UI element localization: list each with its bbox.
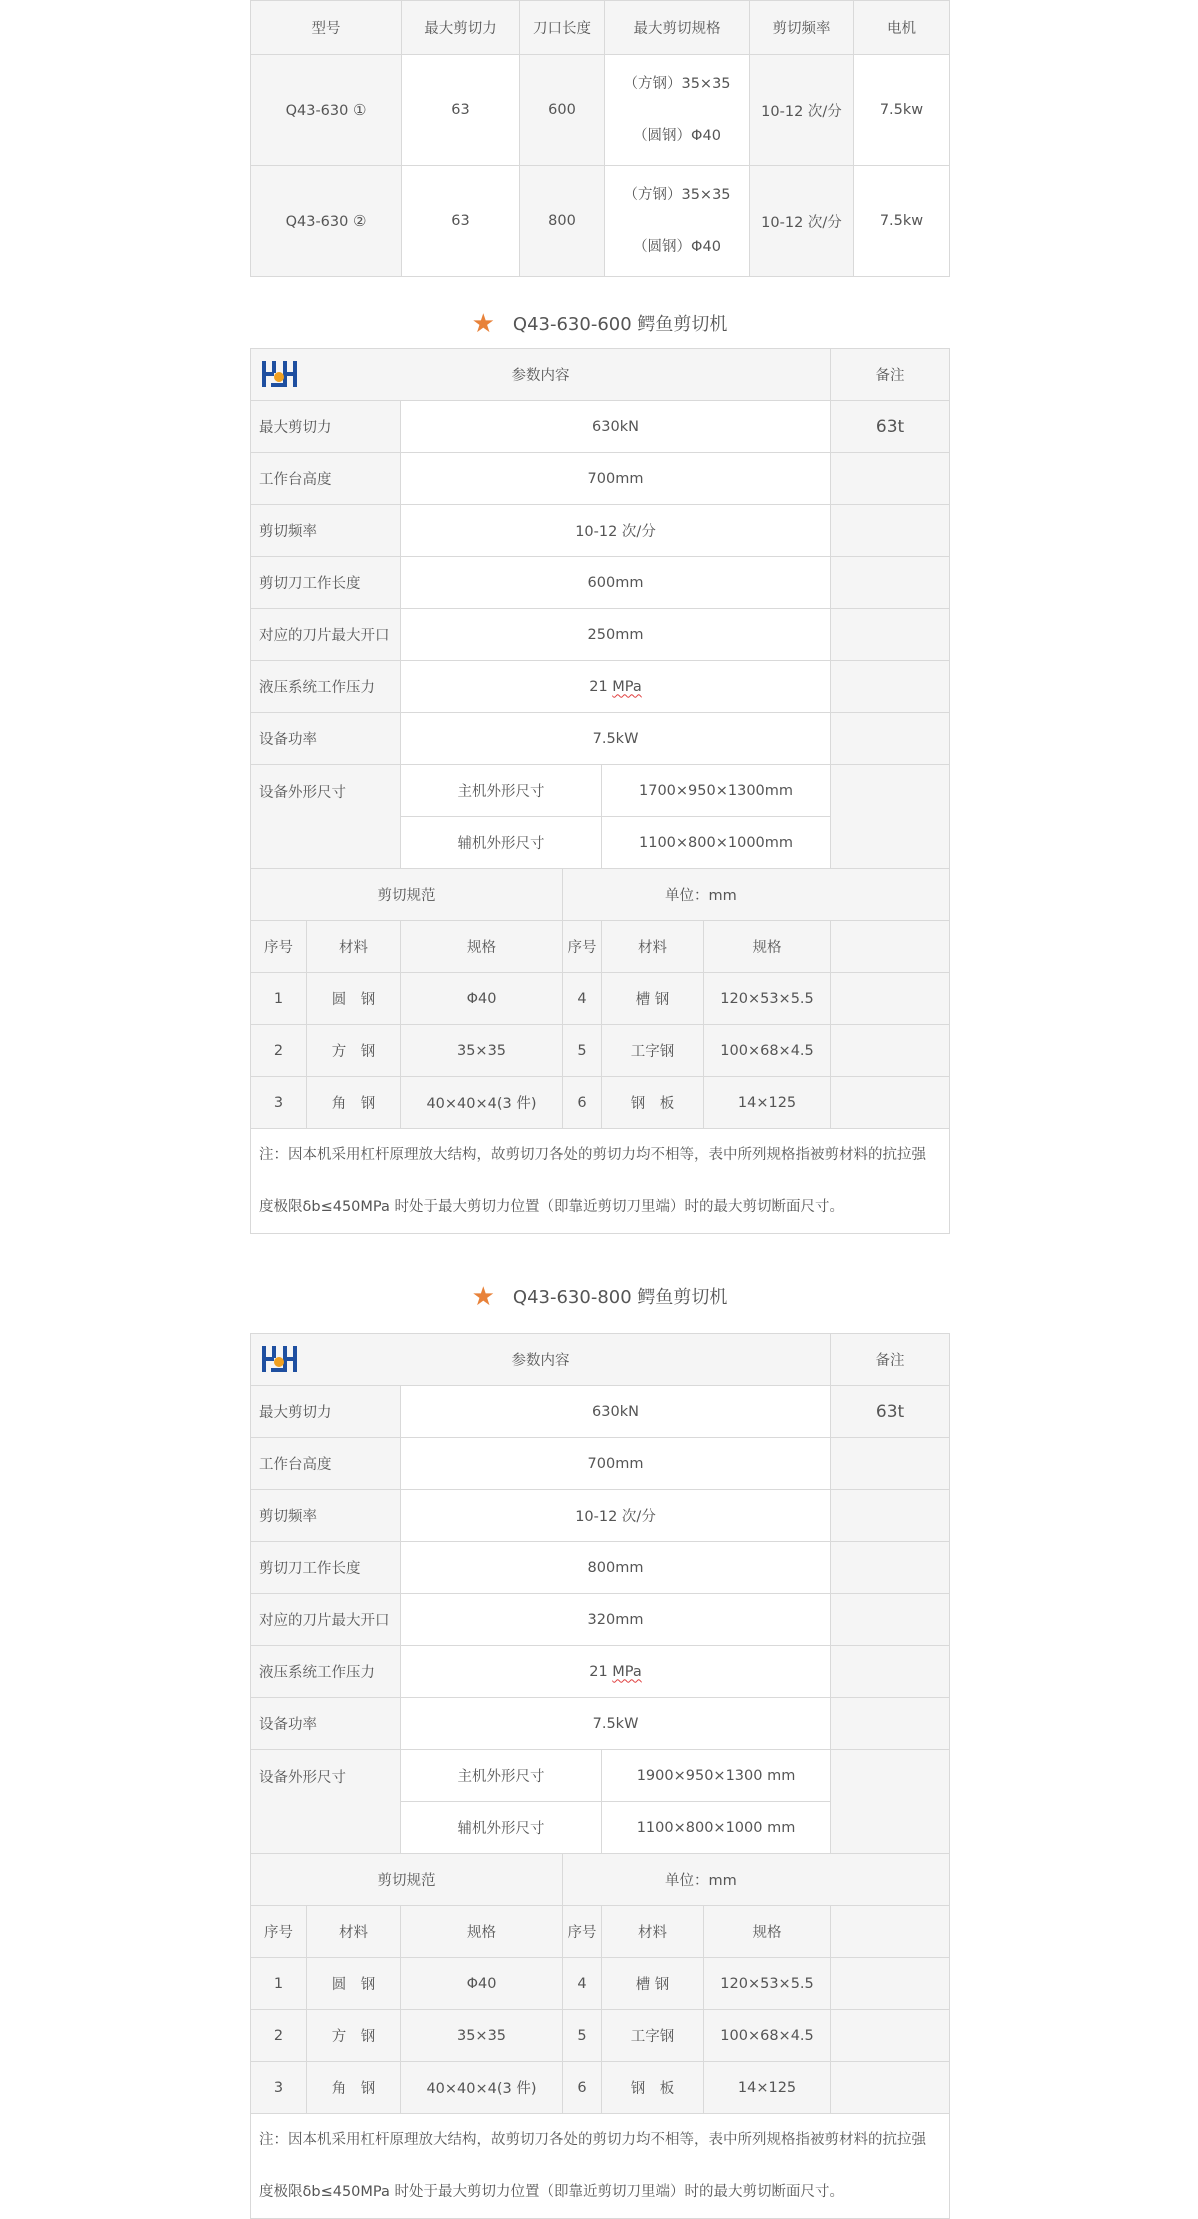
param-remark xyxy=(831,1438,950,1490)
spec-cell: 6 xyxy=(563,2062,602,2114)
params-header-label: 参数内容 xyxy=(511,368,570,384)
spec-cell: 2 xyxy=(251,1025,307,1077)
spec-cell: 14×125 xyxy=(704,1077,831,1129)
spec-cell xyxy=(605,166,750,277)
param-label: 设备功率 xyxy=(251,713,401,765)
spec-cell: 2 xyxy=(251,2010,307,2062)
model-name: Q43-630 xyxy=(285,103,349,119)
note-line-2: 度极限δb≤450MPa 时处于最大剪切力位置（即靠近剪切刀里端）时的最大剪切断面尺寸。 xyxy=(259,2184,844,2200)
model-name: Q43-630 xyxy=(285,214,349,230)
header-max-force: 最大剪切力 xyxy=(402,1,520,55)
spec-cell: 方 钢 xyxy=(307,1025,401,1077)
param-value: 320mm xyxy=(401,1594,831,1646)
company-logo-icon xyxy=(261,359,299,389)
motor-cell: 7.5kw xyxy=(854,166,950,277)
spec-row xyxy=(251,2062,950,2114)
param-label: 工作台高度 xyxy=(251,453,401,505)
header-frequency: 剪切频率 xyxy=(750,1,854,55)
note-row xyxy=(251,2114,950,2219)
force-cell: 63 xyxy=(402,55,520,166)
param-remark xyxy=(831,609,950,661)
spec-cell: 6 xyxy=(563,1077,602,1129)
dims-sub-value: 1700×950×1300mm xyxy=(602,765,831,817)
spec-row xyxy=(251,2010,950,2062)
spec-cell: 40×40×4(3 件) xyxy=(401,1077,563,1129)
note-row xyxy=(251,1129,950,1234)
dims-row xyxy=(251,1750,950,1802)
param-label: 液压系统工作压力 xyxy=(251,1646,401,1698)
param-remark xyxy=(831,1646,950,1698)
model-summary-table xyxy=(250,0,950,277)
star-icon: ★ xyxy=(471,1282,495,1312)
spec-cell: 工字钢 xyxy=(602,1025,704,1077)
param-row xyxy=(251,453,950,505)
spec-title-row xyxy=(251,869,950,921)
spec-header: 材料 xyxy=(602,921,704,973)
remark-header: 备注 xyxy=(831,1334,950,1386)
param-row xyxy=(251,1594,950,1646)
param-value: 630kN xyxy=(401,1386,831,1438)
spec-header: 材料 xyxy=(307,921,401,973)
param-row xyxy=(251,1646,950,1698)
param-label: 对应的刀片最大开口 xyxy=(251,609,401,661)
spec-cell-blank xyxy=(831,2062,950,2114)
spec-unit xyxy=(563,869,950,921)
param-value: 700mm xyxy=(401,1438,831,1490)
spec-cell: 5 xyxy=(563,1025,602,1077)
spec-header: 序号 xyxy=(251,1906,307,1958)
spec-round: （圆钢）Φ40 xyxy=(633,128,721,144)
spec-title: 剪切规范 xyxy=(251,1854,563,1906)
spec-cell-blank xyxy=(831,1025,950,1077)
summary-header-row xyxy=(251,1,950,55)
length-cell: 600 xyxy=(520,55,605,166)
spec-cell: Φ40 xyxy=(401,973,563,1025)
param-value: 250mm xyxy=(401,609,831,661)
spec-cell: 槽 钢 xyxy=(602,973,704,1025)
motor-cell: 7.5kw xyxy=(854,55,950,166)
param-label: 设备功率 xyxy=(251,1698,401,1750)
spec-cell-blank xyxy=(831,1077,950,1129)
dims-remark xyxy=(831,765,950,869)
param-remark: 63t xyxy=(831,401,950,453)
summary-row xyxy=(251,55,950,166)
param-remark: 63t xyxy=(831,1386,950,1438)
param-row xyxy=(251,401,950,453)
pressure-unit: MPa xyxy=(612,1663,642,1680)
spec-cell: 圆 钢 xyxy=(307,973,401,1025)
param-value: 800mm xyxy=(401,1542,831,1594)
spec-cell-blank xyxy=(831,1958,950,2010)
spec-row xyxy=(251,973,950,1025)
param-remark xyxy=(831,661,950,713)
dims-sub-label: 主机外形尺寸 xyxy=(401,1750,602,1802)
spec-cell xyxy=(605,55,750,166)
spec-cell: 3 xyxy=(251,1077,307,1129)
note-line-2: 度极限δb≤450MPa 时处于最大剪切力位置（即靠近剪切刀里端）时的最大剪切断面尺寸。 xyxy=(259,1199,844,1215)
spec-header-blank xyxy=(831,1906,950,1958)
spec-cell: 1 xyxy=(251,973,307,1025)
model-mark: ① xyxy=(352,101,367,119)
note-line-1: 注：因本机采用杠杆原理放大结构，故剪切刀各处的剪切力均不相等，表中所列规格指被剪材料的抗拉强 xyxy=(259,2132,926,2148)
spec-cell: 35×35 xyxy=(401,1025,563,1077)
spec-header-row xyxy=(251,1906,950,1958)
dims-sub-value: 1100×800×1000mm xyxy=(602,817,831,869)
header-motor: 电机 xyxy=(854,1,950,55)
spec-cell: 1 xyxy=(251,1958,307,2010)
spec-cell: 100×68×4.5 xyxy=(704,1025,831,1077)
spec-unit xyxy=(563,1854,950,1906)
spec-cell: 120×53×5.5 xyxy=(704,973,831,1025)
model-mark: ② xyxy=(352,212,367,230)
spec-header: 规格 xyxy=(704,1906,831,1958)
spec-header: 材料 xyxy=(307,1906,401,1958)
param-remark xyxy=(831,1594,950,1646)
dims-sub-label: 主机外形尺寸 xyxy=(401,765,602,817)
spec-square: （方钢）35×35 xyxy=(623,187,731,203)
dims-remark xyxy=(831,1750,950,1854)
param-value: 7.5kW xyxy=(401,1698,831,1750)
pressure-number: 21 xyxy=(589,1663,613,1680)
spec-cell: 方 钢 xyxy=(307,2010,401,2062)
remark-header: 备注 xyxy=(831,349,950,401)
section-title-text: Q43-630-800 鳄鱼剪切机 xyxy=(512,1287,728,1308)
spec-cell: 5 xyxy=(563,2010,602,2062)
spec-cell: 35×35 xyxy=(401,2010,563,2062)
param-row xyxy=(251,713,950,765)
spec-header: 规格 xyxy=(401,1906,563,1958)
param-remark xyxy=(831,1542,950,1594)
param-row xyxy=(251,1490,950,1542)
spec-cell: 4 xyxy=(563,1958,602,2010)
param-value xyxy=(401,661,831,713)
spec-header: 序号 xyxy=(563,921,602,973)
force-cell: 63 xyxy=(402,166,520,277)
dims-sub-value: 1100×800×1000 mm xyxy=(602,1802,831,1854)
section-title xyxy=(250,1280,949,1310)
note-cell xyxy=(251,2114,950,2219)
param-row xyxy=(251,557,950,609)
param-label: 剪切频率 xyxy=(251,505,401,557)
frequency-cell: 10-12 次/分 xyxy=(750,55,854,166)
header-blade-length: 刀口长度 xyxy=(520,1,605,55)
param-row xyxy=(251,1698,950,1750)
spec-table xyxy=(250,348,950,1234)
section-title xyxy=(250,307,949,337)
spec-row xyxy=(251,1077,950,1129)
header-model: 型号 xyxy=(251,1,402,55)
spec-title: 剪切规范 xyxy=(251,869,563,921)
param-label: 液压系统工作压力 xyxy=(251,661,401,713)
param-value: 600mm xyxy=(401,557,831,609)
spec-cell: 14×125 xyxy=(704,2062,831,2114)
spec-header-blank xyxy=(831,921,950,973)
param-remark xyxy=(831,713,950,765)
dims-label: 设备外形尺寸 xyxy=(251,1750,401,1854)
param-remark xyxy=(831,453,950,505)
spec-square: （方钢）35×35 xyxy=(623,76,731,92)
dims-sub-label: 辅机外形尺寸 xyxy=(401,1802,602,1854)
spec-cell: 槽 钢 xyxy=(602,1958,704,2010)
star-icon: ★ xyxy=(471,309,495,339)
company-logo-icon xyxy=(261,1344,299,1374)
param-value: 630kN xyxy=(401,401,831,453)
spec-header: 序号 xyxy=(251,921,307,973)
summary-row xyxy=(251,166,950,277)
param-value: 10-12 次/分 xyxy=(401,1490,831,1542)
spec-header: 材料 xyxy=(602,1906,704,1958)
spec-cell: 角 钢 xyxy=(307,2062,401,2114)
param-row xyxy=(251,609,950,661)
params-header-label: 参数内容 xyxy=(511,1353,570,1369)
spec-unit-text: 单位：mm xyxy=(665,1873,737,1889)
frequency-cell: 10-12 次/分 xyxy=(750,166,854,277)
pressure-unit: MPa xyxy=(612,678,642,695)
param-row xyxy=(251,1542,950,1594)
param-value xyxy=(401,1646,831,1698)
params-header xyxy=(251,1334,831,1386)
params-header xyxy=(251,349,831,401)
param-row xyxy=(251,1386,950,1438)
param-label: 工作台高度 xyxy=(251,1438,401,1490)
spec-cell: 钢 板 xyxy=(602,2062,704,2114)
model-cell xyxy=(251,55,402,166)
param-remark xyxy=(831,557,950,609)
param-label: 剪切刀工作长度 xyxy=(251,557,401,609)
spec-cell: 圆 钢 xyxy=(307,1958,401,2010)
param-label: 剪切频率 xyxy=(251,1490,401,1542)
spec-cell: 3 xyxy=(251,2062,307,2114)
dims-sub-label: 辅机外形尺寸 xyxy=(401,817,602,869)
param-remark xyxy=(831,1490,950,1542)
param-value: 10-12 次/分 xyxy=(401,505,831,557)
param-label: 最大剪切力 xyxy=(251,401,401,453)
spec-round: （圆钢）Φ40 xyxy=(633,239,721,255)
length-cell: 800 xyxy=(520,166,605,277)
param-label: 剪切刀工作长度 xyxy=(251,1542,401,1594)
param-remark xyxy=(831,1698,950,1750)
pressure-number: 21 xyxy=(589,678,613,695)
param-row xyxy=(251,661,950,713)
spec-cell: 工字钢 xyxy=(602,2010,704,2062)
spec-cell: 角 钢 xyxy=(307,1077,401,1129)
param-row xyxy=(251,1438,950,1490)
table-header-row xyxy=(251,1334,950,1386)
param-label: 最大剪切力 xyxy=(251,1386,401,1438)
spec-cell: 4 xyxy=(563,973,602,1025)
note-cell xyxy=(251,1129,950,1234)
param-value: 7.5kW xyxy=(401,713,831,765)
header-max-spec: 最大剪切规格 xyxy=(605,1,750,55)
section-title-text: Q43-630-600 鳄鱼剪切机 xyxy=(512,314,728,335)
dims-label: 设备外形尺寸 xyxy=(251,765,401,869)
spec-title-row xyxy=(251,1854,950,1906)
spec-unit-text: 单位：mm xyxy=(665,888,737,904)
note-line-1: 注：因本机采用杠杆原理放大结构，故剪切刀各处的剪切力均不相等，表中所列规格指被剪材料的抗拉强 xyxy=(259,1147,926,1163)
spec-table xyxy=(250,1333,950,2219)
dims-sub-value: 1900×950×1300 mm xyxy=(602,1750,831,1802)
param-row xyxy=(251,505,950,557)
spec-cell-blank xyxy=(831,2010,950,2062)
param-value: 700mm xyxy=(401,453,831,505)
spec-cell: 钢 板 xyxy=(602,1077,704,1129)
spec-header: 序号 xyxy=(563,1906,602,1958)
table-header-row xyxy=(251,349,950,401)
param-label: 对应的刀片最大开口 xyxy=(251,1594,401,1646)
dims-row xyxy=(251,765,950,817)
spec-cell-blank xyxy=(831,973,950,1025)
spec-cell: 100×68×4.5 xyxy=(704,2010,831,2062)
spec-cell: 120×53×5.5 xyxy=(704,1958,831,2010)
model-cell xyxy=(251,166,402,277)
spec-row xyxy=(251,1958,950,2010)
spec-header: 规格 xyxy=(401,921,563,973)
spec-header-row xyxy=(251,921,950,973)
spec-header: 规格 xyxy=(704,921,831,973)
param-remark xyxy=(831,505,950,557)
spec-row xyxy=(251,1025,950,1077)
spec-cell: Φ40 xyxy=(401,1958,563,2010)
spec-cell: 40×40×4(3 件) xyxy=(401,2062,563,2114)
